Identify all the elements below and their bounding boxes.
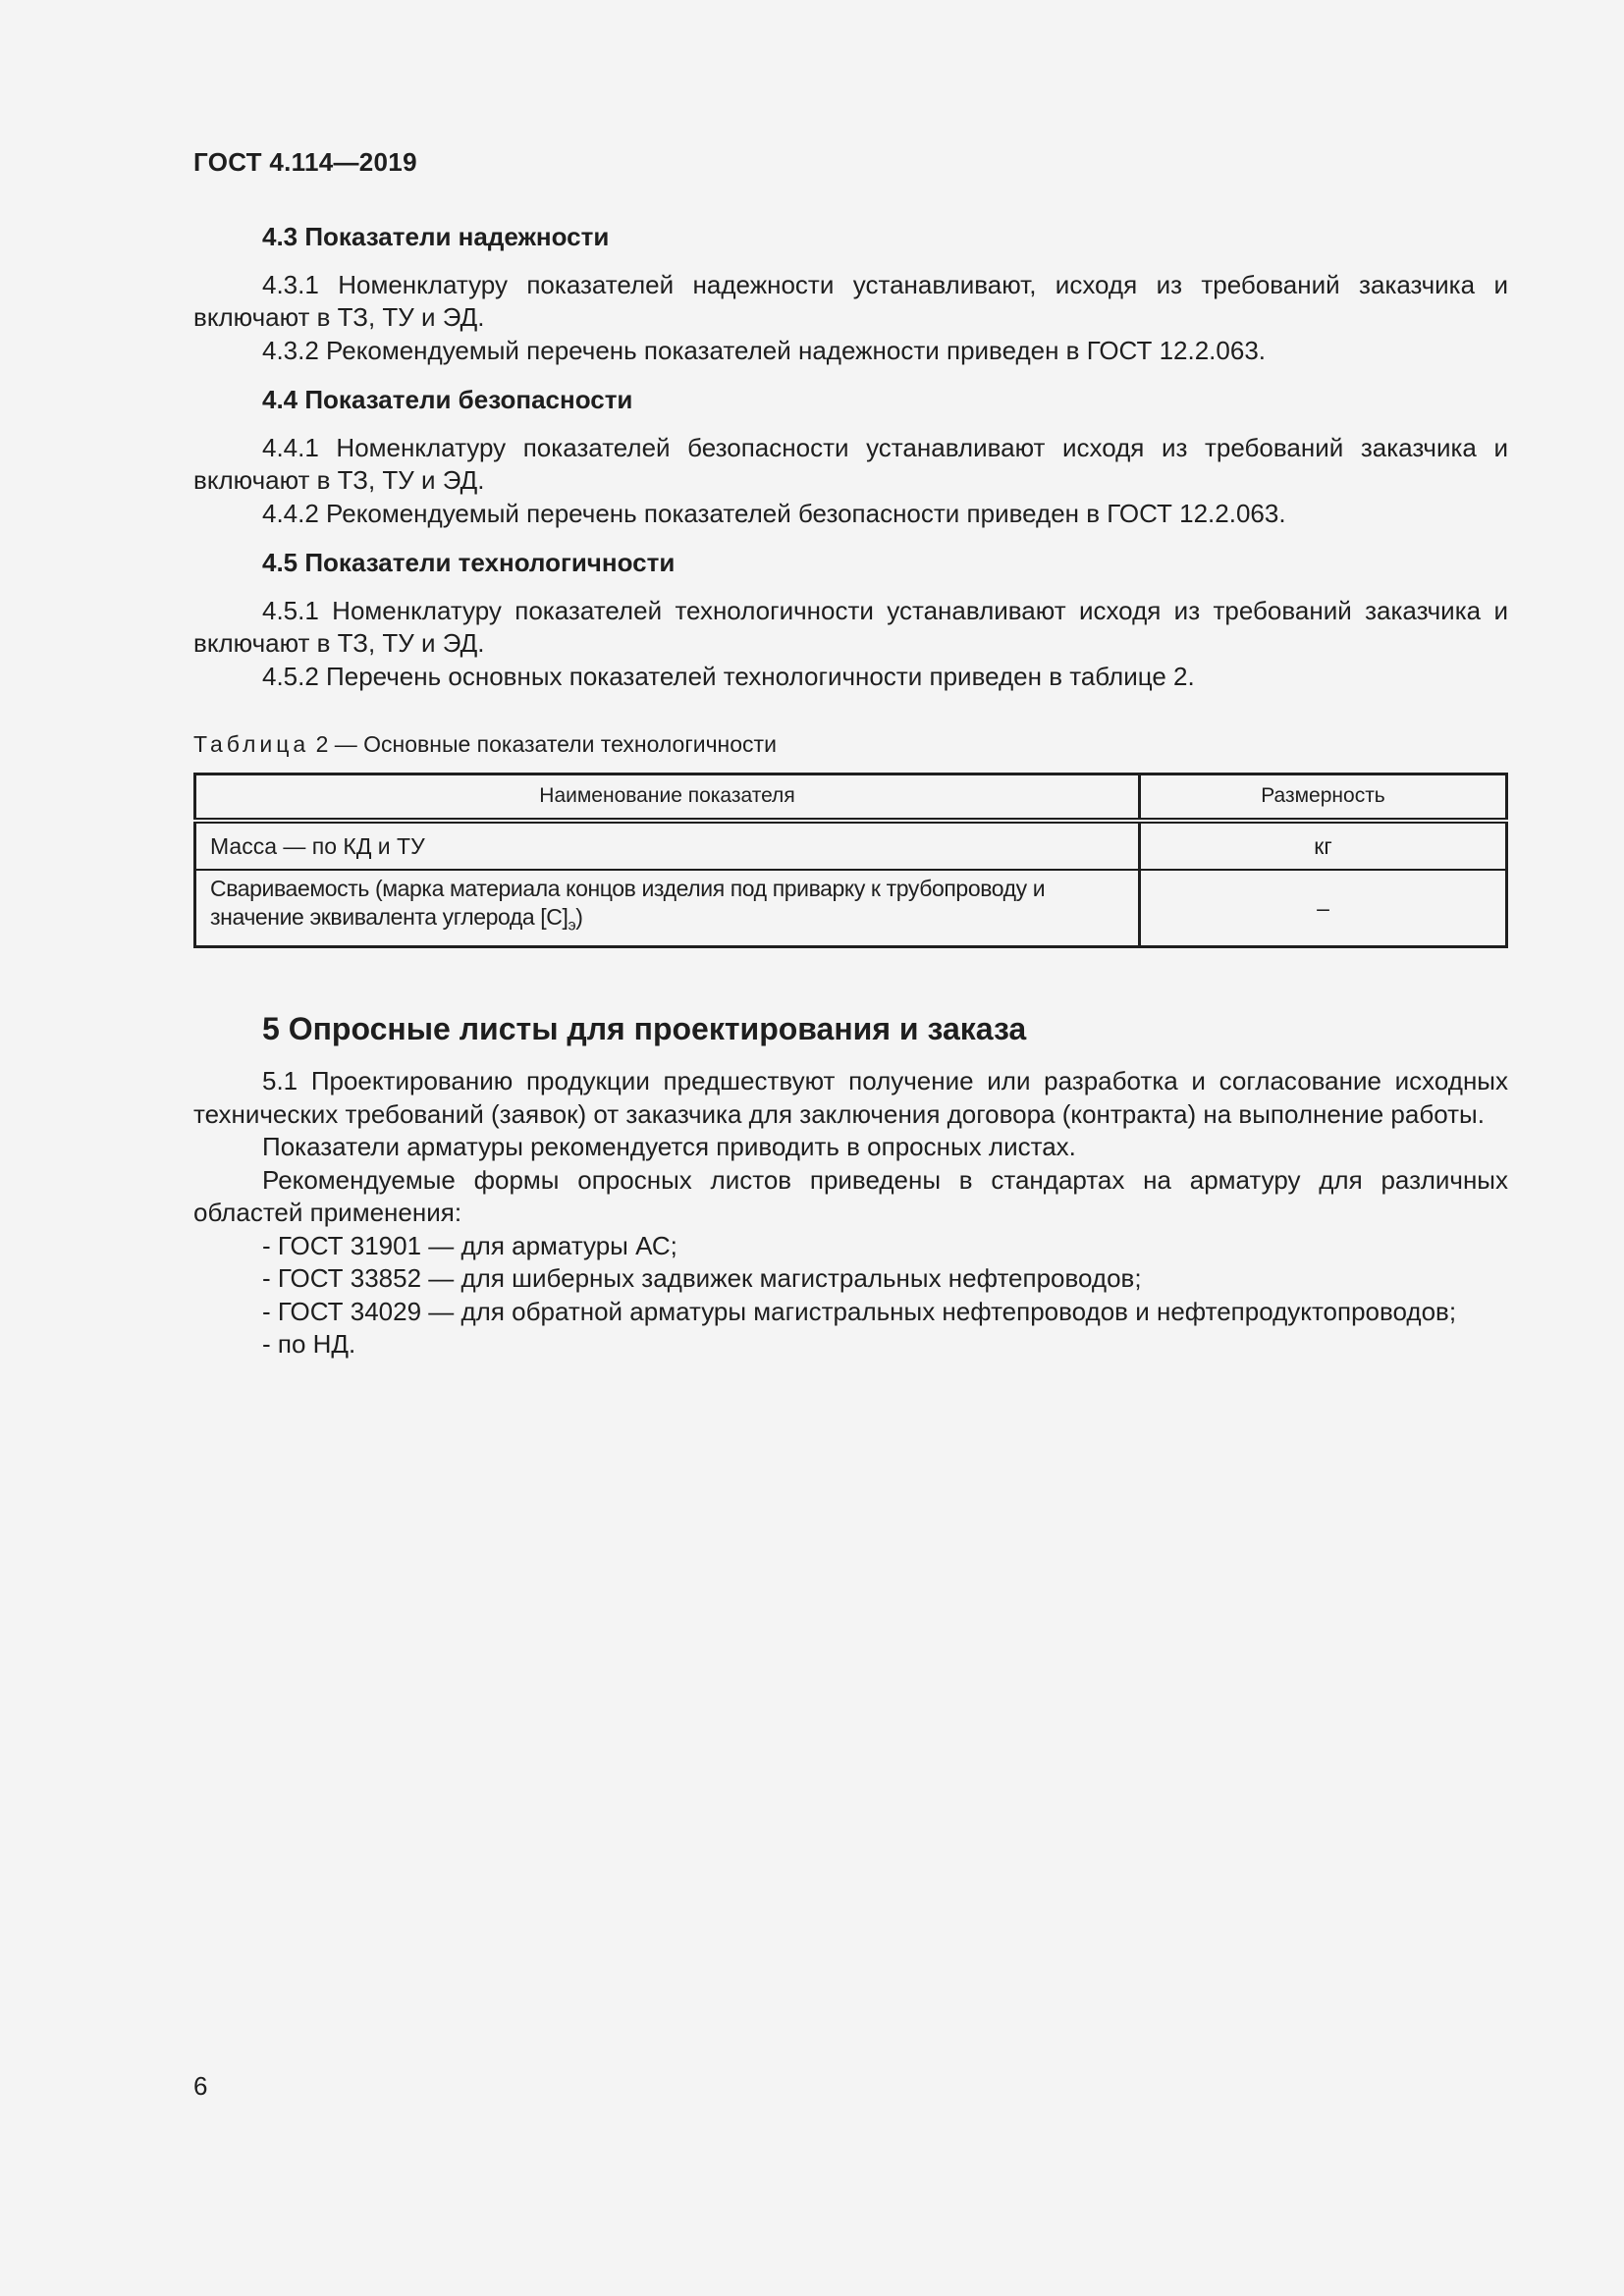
paragraph-4-4-1: 4.4.1 Номенклатуру показателей безопасности устанавливают исходя из требований заказчика и включают в ТЗ, ТУ и ЭД. xyxy=(193,432,1508,495)
paragraph-4-3-1: 4.3.1 Номенклатуру показателей надежности устанавливают, исходя из требований заказчика и включают в ТЗ, ТУ и ЭД. xyxy=(193,269,1508,332)
table-2 xyxy=(193,773,1508,948)
cell-indicator-text: Свариваемость (марка материала концов изделия под приварку к трубопроводу и значение эквивалента углерода [С] xyxy=(210,876,1046,931)
paragraph-4-5-1: 4.5.1 Номенклатуру показателей технологичности устанавливают исходя из требований заказчика и включают в ТЗ, ТУ и ЭД. xyxy=(193,595,1508,658)
paragraph-5-forms: Рекомендуемые формы опросных листов приведены в стандартах на арматуру для различных областей применения: xyxy=(193,1164,1508,1227)
document-body xyxy=(193,221,1508,1362)
cell-indicator-subscript: э xyxy=(568,917,576,934)
section-4-4-body xyxy=(193,432,1508,531)
paragraph-5-1: 5.1 Проектированию продукции предшествуют получение или разработка и согласование исходных технических требований (заявок) от заказчика для заключения договора (контракта) на выполнение работы. xyxy=(193,1066,1508,1129)
list-item: - ГОСТ 31901 — для арматуры АС; xyxy=(262,1230,677,1260)
list-item: - по НД. xyxy=(262,1329,356,1359)
table-2-caption xyxy=(193,728,1508,762)
paragraph-4-3-2: 4.3.2 Рекомендуемый перечень показателей надежности приведен в ГОСТ 12.2.063. xyxy=(262,335,1266,365)
table-row xyxy=(195,870,1507,947)
cell-indicator-name xyxy=(195,870,1140,947)
cell-unit: кг xyxy=(1140,821,1507,870)
section-5-title: 5 Опросные листы для проектирования и заказа xyxy=(262,1010,1027,1046)
paragraph-5-indicators: Показатели арматуры рекомендуется приводить в опросных листах. xyxy=(262,1132,1076,1161)
table-row xyxy=(195,821,1507,870)
table-caption-label: Таблица xyxy=(193,731,310,757)
header-unit: Размерность xyxy=(1140,774,1507,821)
table-caption-text: 2 — Основные показатели технологичности xyxy=(309,731,777,757)
page-number: 6 xyxy=(193,2071,208,2101)
document-header: ГОСТ 4.114—2019 xyxy=(193,147,417,177)
header-indicator-name: Наименование показателя xyxy=(195,774,1140,821)
paragraph-4-5-2: 4.5.2 Перечень основных показателей технологичности приведен в таблице 2. xyxy=(262,661,1195,691)
section-4-4-title: 4.4 Показатели безопасности xyxy=(262,385,633,414)
list-item: - ГОСТ 34029 — для обратной арматуры магистральных нефтепроводов и нефтепродуктопроводов; xyxy=(262,1296,1457,1326)
section-4-3-body xyxy=(193,269,1508,368)
table-header-row xyxy=(195,774,1507,821)
paragraph-4-4-2: 4.4.2 Рекомендуемый перечень показателей безопасности приведен в ГОСТ 12.2.063. xyxy=(262,498,1286,528)
section-4-5-body xyxy=(193,595,1508,694)
cell-indicator-name: Масса — по КД и ТУ xyxy=(195,821,1140,870)
cell-unit: – xyxy=(1140,870,1507,947)
list-item: - ГОСТ 33852 — для шиберных задвижек магистральных нефтепроводов; xyxy=(262,1263,1142,1293)
cell-indicator-closing: ) xyxy=(575,904,583,931)
section-4-5-title: 4.5 Показатели технологичности xyxy=(262,548,676,577)
section-4-3-title: 4.3 Показатели надежности xyxy=(262,222,610,251)
